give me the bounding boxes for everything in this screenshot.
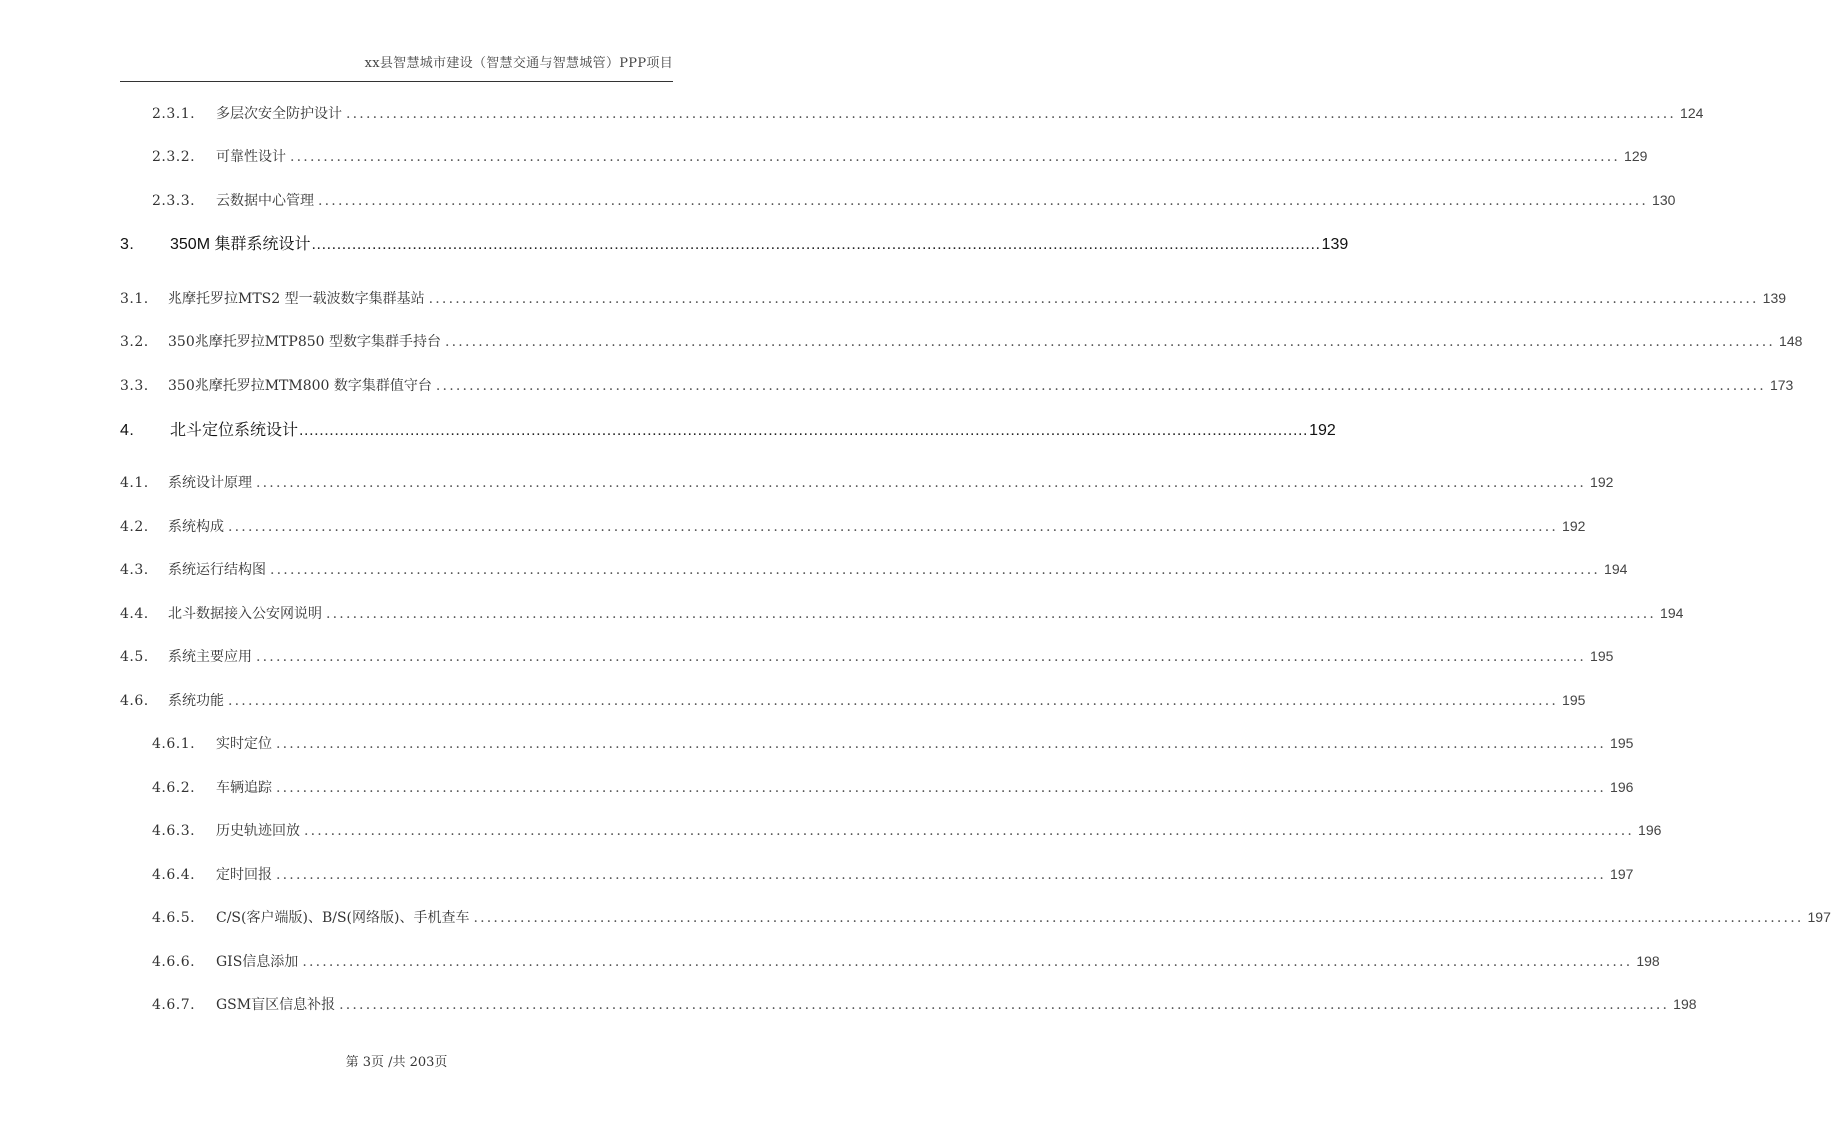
toc-entry[interactable] [120, 558, 1628, 580]
toc-entry-page-number: 197 [1610, 866, 1634, 882]
toc-entry-number: 4.6.7. [152, 997, 196, 1013]
toc-leader-dots: ........................................................................................................................................................................................................ [290, 149, 1621, 165]
toc-entry-number: 4.6. [120, 693, 149, 709]
toc-entry-page-number: 192 [1309, 422, 1336, 439]
toc-leader-dots: ........................................................................................................................................................................................................ [346, 106, 1677, 122]
toc-entry[interactable] [120, 515, 1586, 537]
toc-entry-number: 4.6.2. [152, 780, 196, 796]
toc-entry-page-number: 197 [1807, 909, 1831, 925]
toc-leader-dots: ........................................................................................................................................................................................................ [318, 193, 1649, 209]
toc-entry-number: 3.2. [120, 334, 149, 350]
toc-entry-number: 4.3. [120, 562, 149, 578]
toc-entry-title: 定时回报 [216, 867, 272, 883]
toc-leader-dots: ........................................................................................................................................................................................................ [326, 606, 1657, 622]
toc-entry-title: 350M 集群系统设计 [170, 236, 311, 253]
toc-entry-title: 云数据中心管理 [216, 193, 314, 209]
toc-entry[interactable] [152, 102, 1704, 124]
toc-leader-dots: ........................................................................................................................................................................................................ [428, 291, 1759, 307]
toc-entry-title: 历史轨迹回放 [216, 823, 300, 839]
toc-entry-title: 北斗数据接入公安网说明 [168, 606, 322, 622]
toc-leader-dots: ........................................................................................................................................................................................................ [256, 649, 1587, 665]
toc-entry-page-number: 195 [1590, 648, 1614, 664]
toc-entry[interactable] [120, 232, 1349, 258]
toc-leader-dots: ........................................................................................................................................................................................................ [276, 780, 1607, 796]
toc-entry-page-number: 129 [1624, 148, 1648, 164]
header-title: xx县智慧城市建设（智慧交通与智慧城管）PPP项目 [364, 56, 673, 71]
toc-leader-dots: ........................................................................................................................................................................................................ [339, 997, 1670, 1013]
toc-entry-number: 4. [120, 422, 135, 439]
toc-entry-number: 4.6.1. [152, 736, 196, 752]
toc-entry-page-number: 192 [1562, 518, 1586, 534]
toc-entry[interactable] [120, 330, 1803, 352]
toc-entry-page-number: 173 [1769, 377, 1794, 393]
toc-entry[interactable] [152, 145, 1648, 167]
toc-entry-page-number: 194 [1660, 605, 1684, 621]
toc-entry-title: 实时定位 [216, 736, 272, 752]
toc-entry-title: 系统设计原理 [168, 475, 252, 491]
toc-entry-page-number: 139 [1321, 236, 1349, 253]
toc-entry-page-number: 196 [1638, 822, 1662, 838]
toc-entry-title: C/S(客户端版)、B/S(网络版)、手机查车 [216, 910, 470, 926]
toc-leader-dots: ........................................................................................................................................................................................................ [228, 519, 1559, 535]
toc-leader-dots: ........................................................................................................................................................................................................ [302, 954, 1633, 970]
toc-leader-dots: ........................................................................................................................................................................................................ [299, 422, 1309, 439]
toc-entry-number: 4.5. [120, 649, 149, 665]
toc-entry-number: 4.4. [120, 606, 149, 622]
toc-entry[interactable] [152, 863, 1634, 885]
toc-entry-page-number: 194 [1604, 561, 1628, 577]
toc-entry-title: 350兆摩托罗拉MTM800 数字集群值守台 [168, 378, 432, 394]
toc-entry-number: 4.6.6. [152, 954, 196, 970]
toc-entry-number: 4.1. [120, 475, 149, 491]
toc-leader-dots: ........................................................................................................................................................................................................ [228, 693, 1559, 709]
toc-entry-page-number: 195 [1610, 735, 1634, 751]
toc-entry-title: 兆摩托罗拉MTS2 型一载波数字集群基站 [168, 291, 425, 307]
toc-entry-number: 4.6.5. [152, 910, 196, 926]
toc-entry-title: 多层次安全防护设计 [216, 106, 342, 122]
toc-entry[interactable] [152, 950, 1660, 972]
toc-entry[interactable] [152, 906, 1831, 928]
toc-entry-title: 车辆追踪 [216, 780, 272, 796]
toc-entry-number: 3.1. [120, 291, 149, 307]
toc-entry[interactable] [120, 418, 1336, 444]
toc-entry-number: 4.6.4. [152, 867, 196, 883]
toc-entry-number: 2.3.3. [152, 193, 196, 209]
toc-entry-title: GSM盲区信息补报 [216, 997, 336, 1013]
toc-entry-title: 北斗定位系统设计 [170, 422, 299, 439]
toc-entry-number: 2.3.2. [152, 149, 196, 165]
toc-leader-dots: ........................................................................................................................................................................................................ [435, 378, 1766, 394]
toc-leader-dots: ........................................................................................................................................................................................................ [276, 867, 1607, 883]
toc-leader-dots: ........................................................................................................................................................................................................ [256, 475, 1587, 491]
toc-entry[interactable] [120, 287, 1787, 309]
toc-entry-title: 系统运行结构图 [168, 562, 266, 578]
toc-entry-title: 系统功能 [168, 693, 224, 709]
toc-leader-dots: ........................................................................................................................................................................................................ [311, 236, 1321, 253]
toc-entry-number: 3. [120, 236, 135, 253]
toc-leader-dots: ........................................................................................................................................................................................................ [445, 334, 1776, 350]
toc-entry-title: GIS信息添加 [216, 954, 299, 970]
toc-entry-title: 系统构成 [168, 519, 224, 535]
toc-entry-page-number: 198 [1673, 996, 1697, 1012]
toc-leader-dots: ........................................................................................................................................................................................................ [304, 823, 1635, 839]
page-footer: 第 3页 /共 203页 [345, 1055, 448, 1070]
toc-entry-number: 4.6.3. [152, 823, 196, 839]
toc-entry-page-number: 198 [1636, 953, 1660, 969]
toc-entry-page-number: 124 [1680, 105, 1704, 121]
toc-entry-title: 可靠性设计 [216, 149, 286, 165]
toc-entry-page-number: 130 [1652, 192, 1676, 208]
toc-entry[interactable] [120, 602, 1684, 624]
toc-entry[interactable] [152, 776, 1634, 798]
toc-entry-page-number: 148 [1779, 333, 1803, 349]
toc-entry-page-number: 195 [1562, 692, 1586, 708]
toc-entry[interactable] [152, 993, 1697, 1015]
toc-entry-page-number: 139 [1762, 290, 1787, 306]
toc-entry[interactable] [120, 689, 1586, 711]
toc-entry[interactable] [120, 374, 1794, 396]
toc-leader-dots: ........................................................................................................................................................................................................ [473, 910, 1804, 926]
toc-leader-dots: ........................................................................................................................................................................................................ [276, 736, 1607, 752]
toc-entry-number: 4.2. [120, 519, 149, 535]
toc-entry-page-number: 196 [1610, 779, 1634, 795]
toc-entry-title: 系统主要应用 [168, 649, 252, 665]
toc-entry[interactable] [152, 732, 1634, 754]
toc-leader-dots: ........................................................................................................................................................................................................ [270, 562, 1601, 578]
toc-entry-title: 350兆摩托罗拉MTP850 型数字集群手持台 [168, 334, 441, 350]
toc-entry-page-number: 192 [1590, 474, 1614, 490]
toc-entry[interactable] [152, 819, 1662, 841]
toc-entry[interactable] [120, 645, 1614, 667]
toc-entry[interactable] [152, 189, 1676, 211]
toc-entry-number: 2.3.1. [152, 106, 196, 122]
toc-entry-number: 3.3. [120, 378, 149, 394]
toc-entry[interactable] [120, 471, 1614, 493]
